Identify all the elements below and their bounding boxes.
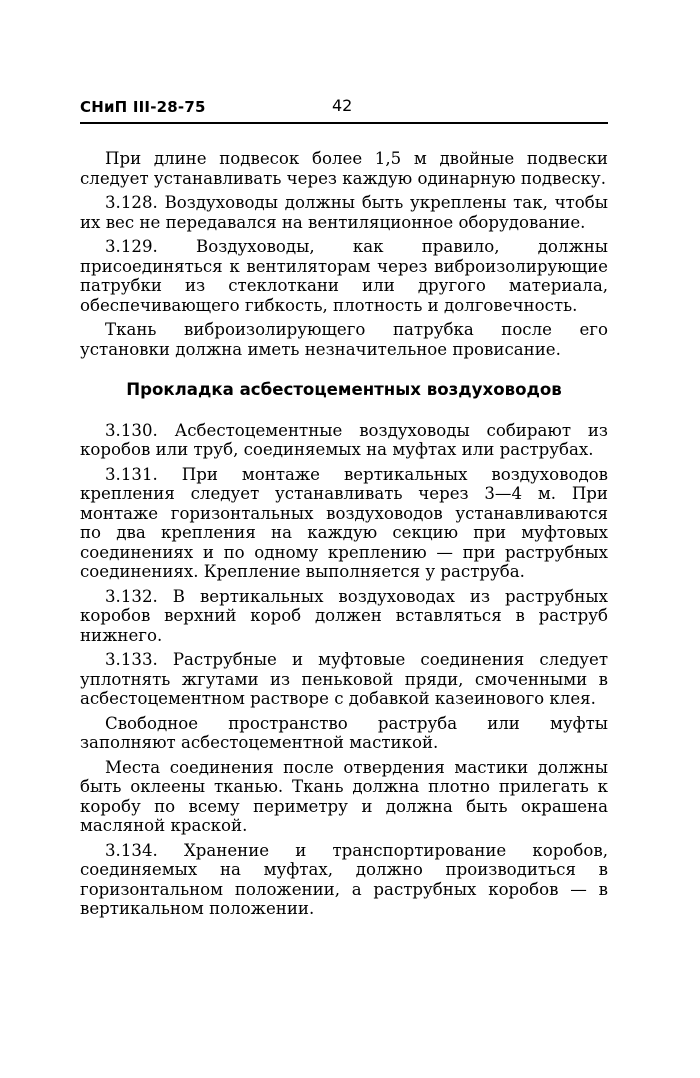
paragraph-joint-coating: Места соединения после отвердения мастики должны быть оклеены тканью. Ткань должна плотно прилегать к коробу по всему периметру и должна быть окрашена масляной краской.	[80, 757, 608, 835]
paragraph-3-131: 3.131. При монтаже вертикальных воздуховодов крепления следует устанавливать через 3—4 м. При монтаже горизонтальных воздуховодов устанавливаются по два крепления на каждую секцию при муфтовых соединениях и по одному креплению — при раструбных соединениях. Крепление выполняется у раструба.	[80, 464, 608, 581]
paragraph-suspension-length: При длине подвесок более 1,5 м двойные подвески следует устанавливать через каждую одинарную подвеску.	[80, 149, 608, 188]
paragraph-3-134: 3.134. Хранение и транспортирование коробов, соединяемых на муфтах, должно производиться в горизонтальном положении, а раструбных коробов — в вертикальном положении.	[80, 840, 608, 918]
paragraph-3-132: 3.132. В вертикальных воздуховодах из раструбных коробов верхний короб должен вставляться в раструб нижнего.	[80, 586, 608, 645]
document-page	[80, 92, 608, 924]
paragraph-3-129: 3.129. Воздуховоды, как правило, должны присоединяться к вентиляторам через виброизолирующие патрубки из стеклоткани или другого материала, обеспечивающего гибкость, плотность и долговечность.	[80, 237, 608, 315]
paragraph-free-space: Свободное пространство раструба или муфты заполняют асбестоцементной мастикой.	[80, 713, 608, 752]
page-header	[80, 92, 608, 124]
section-heading: Прокладка асбестоцементных воздуховодов	[126, 380, 562, 399]
paragraph-3-133: 3.133. Раструбные и муфтовые соединения следует уплотнять жгутами из пеньковой пряди, смоченными в асбестоцементном растворе с добавкой казеинового клея.	[80, 650, 608, 708]
paragraph-3-128: 3.128. Воздуховоды должны быть укреплены так, чтобы их вес не передавался на вентиляционное оборудование.	[80, 193, 608, 232]
document-code: СНиП III-28-75	[80, 98, 206, 116]
page-number: 42	[332, 96, 353, 115]
paragraph-3-130: 3.130. Асбестоцементные воздуховоды собирают из коробов или труб, соединяемых на муфтах или раструбах.	[80, 420, 608, 459]
paragraph-vibration-fabric: Ткань виброизолирующего патрубка после его установки должна иметь незначительное провисание.	[80, 320, 608, 359]
document-body	[80, 149, 608, 919]
